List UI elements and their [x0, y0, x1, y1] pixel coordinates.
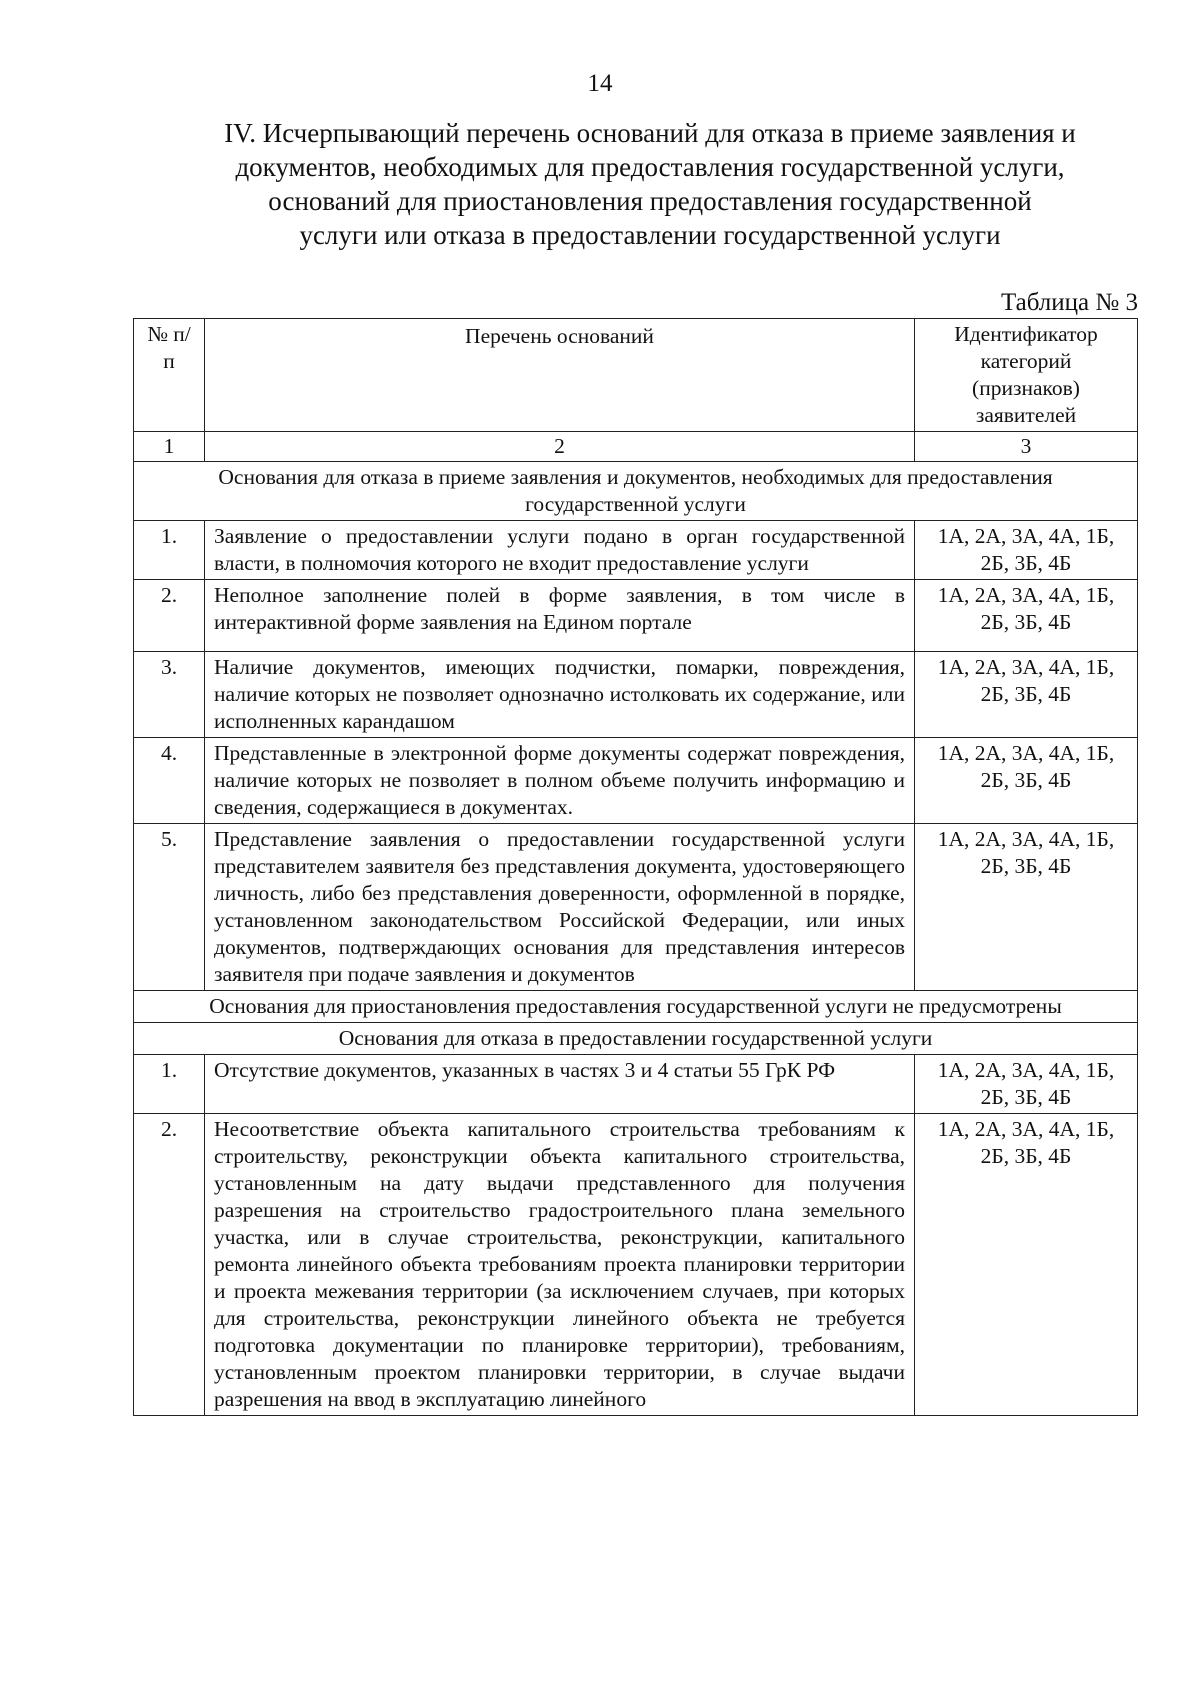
row-number: 2.: [134, 580, 205, 652]
column-index: 1: [134, 432, 205, 462]
group-heading: Основания для приостановления предоставления государственной услуги не предусмотрены: [134, 991, 1138, 1023]
column-index-row: [134, 432, 1138, 462]
row-text: Заявление о предоставлении услуги подано в орган государственной власти, в полномочия которого не входит предоставление услуги: [205, 521, 915, 580]
group-heading: Основания для отказа в приеме заявления и документов, необходимых для предоставления государственной услуги: [134, 462, 1138, 521]
grounds-table: [133, 318, 1138, 1416]
table-row: [134, 824, 1138, 991]
section-title-line: IV. Исчерпывающий перечень оснований для отказа в приеме заявления и: [224, 118, 1076, 148]
table-row: [134, 738, 1138, 824]
column-index: 2: [205, 432, 915, 462]
row-categories: 1А, 2А, 3А, 4А, 1Б, 2Б, 3Б, 4Б: [915, 580, 1138, 652]
group-heading-row: [134, 1023, 1138, 1055]
row-number: 4.: [134, 738, 205, 824]
row-categories: 1А, 2А, 3А, 4А, 1Б, 2Б, 3Б, 4Б: [915, 1055, 1138, 1114]
section-title-line: оснований для приостановления предоставления государственной: [268, 186, 1032, 216]
row-text: Наличие документов, имеющих подчистки, помарки, повреждения, наличие которых не позволяет однозначно истолковать их содержание, или исполненных карандашом: [205, 652, 915, 738]
group-heading: Основания для отказа в предоставлении государственной услуги: [134, 1023, 1138, 1055]
table-caption: Таблица № 3: [1000, 289, 1138, 316]
table-row: [134, 521, 1138, 580]
row-categories: 1А, 2А, 3А, 4А, 1Б, 2Б, 3Б, 4Б: [915, 824, 1138, 991]
table-row: [134, 1114, 1138, 1416]
row-categories: 1А, 2А, 3А, 4А, 1Б, 2Б, 3Б, 4Б: [915, 521, 1138, 580]
row-number: 1.: [134, 1055, 205, 1114]
row-number: 3.: [134, 652, 205, 738]
table-row: [134, 580, 1138, 652]
page-number: 14: [587, 70, 613, 97]
row-categories: 1А, 2А, 3А, 4А, 1Б, 2Б, 3Б, 4Б: [915, 1114, 1138, 1416]
group-heading-row: [134, 991, 1138, 1023]
row-text: Представленные в электронной форме документы содержат повреждения, наличие которых не позволяет в полном объеме получить информацию и сведения, содержащиеся в документах.: [205, 738, 915, 824]
table-row: [134, 652, 1138, 738]
section-title: [190, 116, 1110, 252]
row-text: Неполное заполнение полей в форме заявления, в том числе в интерактивной форме заявления на Едином портале: [205, 580, 915, 652]
row-categories: 1А, 2А, 3А, 4А, 1Б, 2Б, 3Б, 4Б: [915, 738, 1138, 824]
table-row: [134, 1055, 1138, 1114]
row-text: Представление заявления о предоставлении государственной услуги представителем заявителя без представления документа, удостоверяющего личность, либо без представления доверенности, оформленной в порядке, установленном законодательством Российской Федерации, или иных документов, подтверждающих основания для представления интересов заявителя при подаче заявления и документов: [205, 824, 915, 991]
table-header-row: [134, 319, 1138, 432]
row-number: 1.: [134, 521, 205, 580]
row-text: Несоответствие объекта капитального строительства требованиям к строительству, реконструкции объекта капитального строительства, установленным на дату выдачи представленного для получения разрешения на строительство градостроительного плана земельного участка, или в случае строительства, реконструкции, капитального ремонта линейного объекта требованиям проекта планировки территории и проекта межевания территории (за исключением случаев, при которых для строительства, реконструкции линейного объекта не требуется подготовка документации по планировке территории), требованиям, установленным проектом планировки территории, в случае выдачи разрешения на ввод в эксплуатацию линейного: [205, 1114, 915, 1416]
row-categories: 1А, 2А, 3А, 4А, 1Б, 2Б, 3Б, 4Б: [915, 652, 1138, 738]
column-index: 3: [915, 432, 1138, 462]
header-identifier: Идентификатор категорий (признаков) заявителей: [915, 319, 1138, 432]
section-title-line: услуги или отказа в предоставлении государственной услуги: [299, 220, 1001, 250]
header-grounds: Перечень оснований: [205, 319, 915, 432]
group-heading-row: [134, 462, 1138, 521]
section-title-line: документов, необходимых для предоставления государственной услуги,: [235, 152, 1065, 182]
header-num: № п/п: [134, 319, 205, 432]
row-number: 2.: [134, 1114, 205, 1416]
row-number: 5.: [134, 824, 205, 991]
row-text: Отсутствие документов, указанных в частях 3 и 4 статьи 55 ГрК РФ: [205, 1055, 915, 1114]
